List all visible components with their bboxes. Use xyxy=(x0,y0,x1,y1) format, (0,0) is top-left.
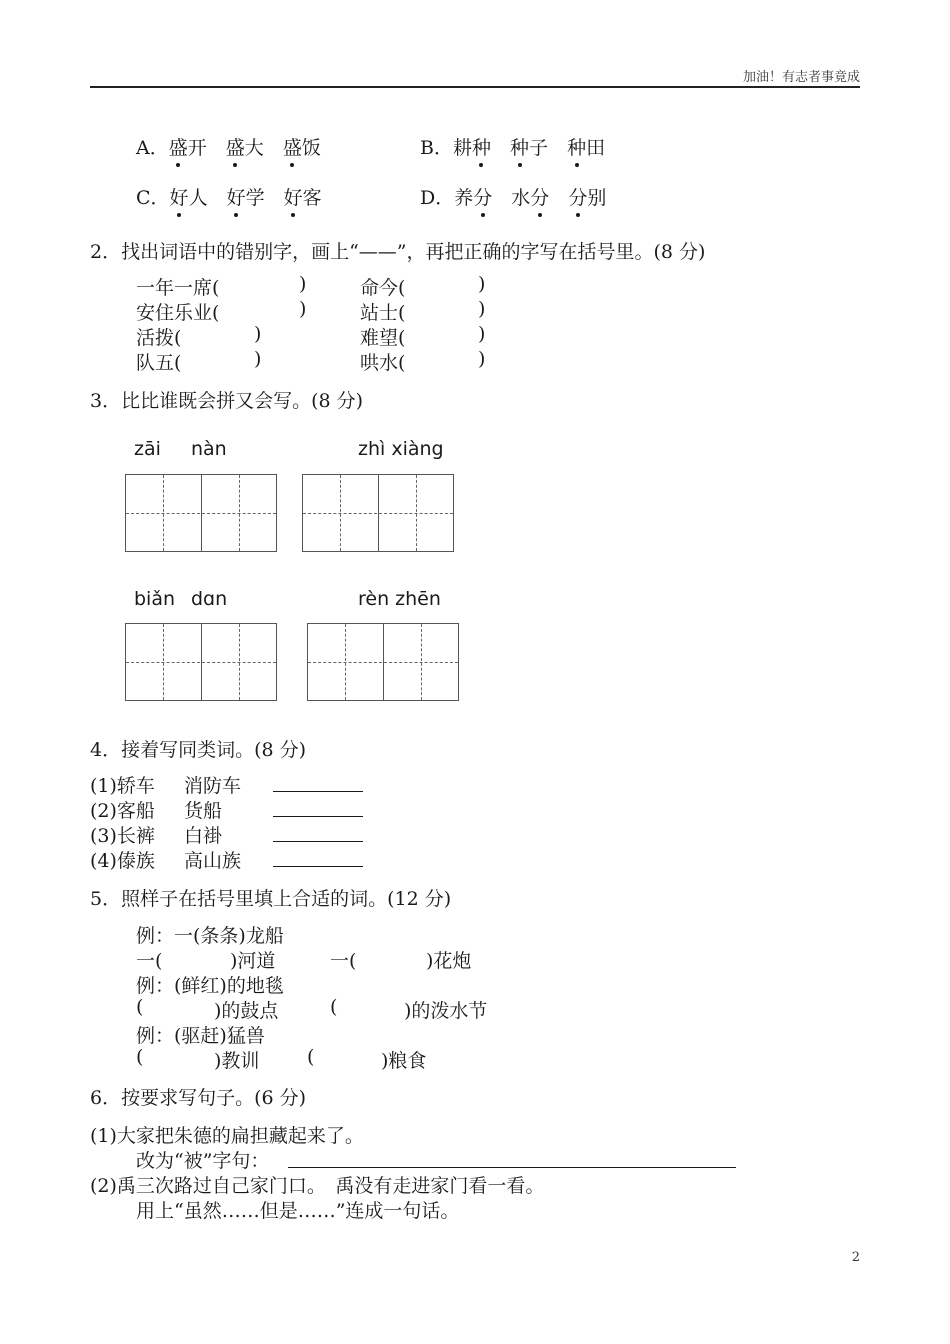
q2-item: 站士( xyxy=(360,302,406,324)
pinyin-label: zāi xyxy=(134,438,161,460)
q6-title: 6．按要求写句子。(6 分) xyxy=(90,1087,307,1109)
q2-item: 一年一席( xyxy=(136,277,220,299)
dotted-char: 好 xyxy=(284,183,303,210)
item-number: (2) xyxy=(90,800,117,822)
dotted-char: 盛 xyxy=(169,133,188,160)
q4-item xyxy=(90,771,155,798)
q2-item: 队五( xyxy=(136,352,182,374)
q4-word: 白褂 xyxy=(184,825,223,847)
q6-requirement: 用上“虽然……但是……”连成一句话。 xyxy=(136,1200,460,1222)
q2-bracket-close: ) xyxy=(478,298,486,320)
q2-item: 哄水( xyxy=(360,352,406,374)
q2-bracket-close: ) xyxy=(478,273,486,295)
q5-phrase: )教训 xyxy=(214,1050,260,1072)
dotted-char: 种 xyxy=(472,133,491,160)
q5-bracket-open: 一( xyxy=(330,950,357,972)
header-rule xyxy=(90,86,860,88)
item-number: (4) xyxy=(90,850,117,872)
q6-sentence: (1)大家把朱德的扁担藏起来了。 xyxy=(90,1125,364,1147)
word: 傣族 xyxy=(116,850,155,872)
q5-example: 例：一(条条)龙船 xyxy=(136,925,284,947)
q4-word: 货船 xyxy=(184,800,223,822)
q2-title: 2．找出词语中的错别字，画上“——”，再把正确的字写在括号里。(8 分) xyxy=(90,241,706,263)
q5-bracket-open: ( xyxy=(136,1046,144,1068)
q2-item: 难望( xyxy=(360,327,406,349)
answer-blank[interactable] xyxy=(273,797,363,821)
q1-option-a xyxy=(136,133,321,160)
q1-option-c xyxy=(136,183,322,210)
word-rest: 别 xyxy=(587,187,607,209)
word-pre: 水 xyxy=(511,187,531,209)
q4-item xyxy=(90,846,155,873)
answer-blank[interactable] xyxy=(288,1148,736,1172)
q2-bracket-close: ) xyxy=(254,348,262,370)
dotted-char: 分 xyxy=(530,183,549,210)
q4-item xyxy=(90,821,155,848)
q2-item: 活拨( xyxy=(136,327,182,349)
pinyin-label: zhì xiàng xyxy=(358,438,444,460)
item-number: (1) xyxy=(90,775,117,797)
q1-option-b xyxy=(420,133,605,160)
dotted-char: 种 xyxy=(510,133,529,160)
dotted-char: 分 xyxy=(568,183,587,210)
dotted-char: 好 xyxy=(170,183,189,210)
q6-sentence: (2)禹三次路过自己家门口。 禹没有走进家门看一看。 xyxy=(90,1175,545,1197)
word-rest: 子 xyxy=(529,137,549,159)
q2-bracket-close: ) xyxy=(299,273,307,295)
q6-requirement: 改为“被”字句： xyxy=(136,1150,270,1172)
dotted-char: 盛 xyxy=(226,133,245,160)
option-letter: B． xyxy=(420,137,453,159)
word: 长裤 xyxy=(116,825,155,847)
pinyin-label: nàn xyxy=(191,438,227,460)
item-number: (3) xyxy=(90,825,117,847)
q5-phrase: )花炮 xyxy=(426,950,472,972)
word-rest: 客 xyxy=(302,187,322,209)
option-letter: D． xyxy=(420,187,455,209)
answer-blank[interactable] xyxy=(273,772,363,796)
q5-phrase: )的鼓点 xyxy=(214,1000,279,1022)
pinyin-label: rèn zhēn xyxy=(358,588,441,610)
q5-example: 例：(驱赶)猛兽 xyxy=(136,1025,265,1047)
q2-bracket-close: ) xyxy=(478,323,486,345)
q2-bracket-close: ) xyxy=(299,298,307,320)
word-rest: 学 xyxy=(245,187,265,209)
word-rest: 田 xyxy=(586,137,606,159)
word: 轿车 xyxy=(116,775,155,797)
q1-option-d xyxy=(420,183,606,210)
q5-phrase: )的泼水节 xyxy=(404,1000,488,1022)
tian-grid-box[interactable] xyxy=(307,623,459,701)
dotted-char: 好 xyxy=(227,183,246,210)
q4-title: 4．接着写同类词。(8 分) xyxy=(90,739,307,761)
option-letter: C． xyxy=(136,187,170,209)
word-pre: 耕 xyxy=(452,137,472,159)
q5-phrase: )河道 xyxy=(230,950,276,972)
word-rest: 人 xyxy=(188,187,208,209)
q5-bracket-open: ( xyxy=(136,996,144,1018)
q2-item: 命今( xyxy=(360,277,406,299)
q4-item xyxy=(90,796,155,823)
q4-word: 高山族 xyxy=(184,850,242,872)
q5-phrase: )粮食 xyxy=(381,1050,427,1072)
q5-bracket-open: ( xyxy=(307,1046,315,1068)
q3-title: 3．比比谁既会拼又会写。(8 分) xyxy=(90,390,364,412)
answer-blank[interactable] xyxy=(273,847,363,871)
q5-example: 例：(鲜红)的地毯 xyxy=(136,975,284,997)
tian-grid-box[interactable] xyxy=(125,623,277,701)
option-letter: A． xyxy=(136,137,169,159)
word: 客船 xyxy=(116,800,155,822)
q2-bracket-close: ) xyxy=(478,348,486,370)
q2-item: 安住乐业( xyxy=(136,302,220,324)
q2-bracket-close: ) xyxy=(254,323,262,345)
q5-title: 5．照样子在括号里填上合适的词。(12 分) xyxy=(90,888,452,910)
q5-bracket-open: ( xyxy=(330,996,338,1018)
dotted-char: 盛 xyxy=(283,133,302,160)
dotted-char: 分 xyxy=(473,183,492,210)
tian-grid-box[interactable] xyxy=(302,474,454,552)
q4-word: 消防车 xyxy=(184,775,242,797)
pinyin-label: biǎn xyxy=(134,588,176,610)
q5-bracket-open: 一( xyxy=(136,950,163,972)
answer-blank[interactable] xyxy=(273,822,363,846)
header-motto: 加油！有志者事竟成 xyxy=(742,70,860,85)
pinyin-label: dɑn xyxy=(191,588,228,610)
word-rest: 开 xyxy=(187,137,207,159)
word-rest: 大 xyxy=(244,137,264,159)
word-rest: 饭 xyxy=(301,137,321,159)
page-number: 2 xyxy=(851,1250,860,1265)
word-pre: 养 xyxy=(454,187,474,209)
dotted-char: 种 xyxy=(567,133,586,160)
tian-grid-box[interactable] xyxy=(125,474,277,552)
